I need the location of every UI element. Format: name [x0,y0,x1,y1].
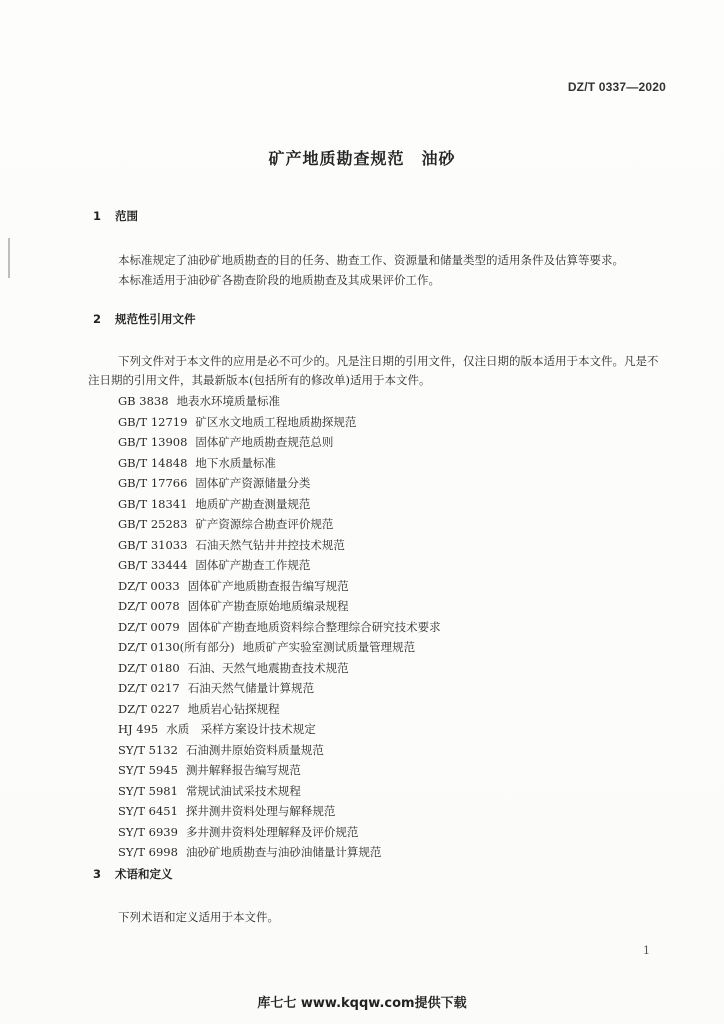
reference-code: DZ/T 0130(所有部分) [118,640,235,654]
reference-code: GB/T 12719 [118,414,188,429]
section-title: 规范性引用文件 [115,312,196,326]
reference-item [118,781,441,802]
reference-code: GB 3838 [118,394,169,408]
reference-title: 地质矿产实验室测试质量管理规范 [242,640,416,654]
reference-title: 测井解释报告编写规范 [185,763,301,777]
reference-item [118,576,441,597]
section-title: 范围 [115,209,138,223]
page-number: 1 [643,944,650,957]
reference-code: SY/T 5981 [118,783,178,798]
reference-item [118,514,441,535]
section-number: 1 [93,209,102,223]
reference-title: 石油天然气储量计算规范 [187,681,315,695]
reference-title: 石油天然气钻井井控技术规范 [195,537,345,552]
reference-code: GB/T 13908 [118,435,188,449]
section-1-heading [93,208,138,224]
reference-code: GB/T 33444 [118,558,188,572]
section-number: 3 [93,867,102,881]
reference-title: 固体矿产勘查原始地质编录规程 [187,599,349,613]
reference-title: 固体矿产地质勘查报告编写规范 [187,578,349,593]
reference-item [118,801,441,822]
reference-title: 矿区水文地质工程地质勘探规范 [195,414,357,429]
reference-item [118,617,441,638]
reference-item [118,596,441,617]
reference-item [118,555,441,576]
reference-item [118,822,441,843]
download-source-footer: 库七七 www.kqqw.com提供下载 [257,996,467,1011]
normative-references-list [118,391,441,863]
standard-code: DZ/T 0337—2020 [567,80,666,94]
reference-item [118,699,441,720]
reference-title: 水质 采样方案设计技术规定 [166,722,316,736]
reference-code: DZ/T 0227 [118,701,180,716]
reference-item [118,678,441,699]
reference-code: SY/T 5132 [118,742,178,757]
reference-code: GB/T 31033 [118,537,188,552]
section-title: 术语和定义 [115,867,173,881]
reference-code: DZ/T 0180 [118,660,180,675]
reference-title: 地表水环境质量标准 [176,394,281,408]
section-3-heading [93,866,173,882]
reference-title: 油砂矿地质勘查与油砂油储量计算规范 [185,845,382,859]
reference-code: SY/T 6939 [118,824,178,839]
reference-code: GB/T 18341 [118,496,188,511]
reference-item [118,658,441,679]
section-1-paragraph-2: 本标准适用于油砂矿各勘查阶段的地质勘查及其成果评价工作。 [118,273,440,287]
reference-item [118,391,441,412]
reference-code: DZ/T 0033 [118,578,180,593]
reference-code: SY/T 6998 [118,845,178,859]
reference-item [118,760,441,781]
reference-item [118,719,441,740]
reference-title: 固体矿产勘查地质资料综合整理综合研究技术要求 [187,619,441,634]
reference-title: 矿产资源综合勘查评价规范 [195,517,334,531]
reference-code: GB/T 25283 [118,517,188,531]
reference-title: 地质矿产勘查测量规范 [195,496,311,511]
reference-title: 固体矿产资源储量分类 [195,476,311,490]
reference-item [118,473,441,494]
reference-title: 石油测井原始资料质量规范 [185,742,324,757]
reference-item [118,412,441,433]
reference-code: HJ 495 [118,722,159,736]
section-3-paragraph-1: 下列术语和定义适用于本文件。 [118,910,279,924]
reference-title: 探井测井资料处理与解释规范 [185,804,336,818]
reference-code: DZ/T 0078 [118,599,180,613]
reference-title: 固体矿产勘查工作规范 [195,558,311,572]
reference-title: 地质岩心钻探规程 [187,701,280,716]
reference-item [118,637,441,658]
reference-item [118,432,441,453]
section-number: 2 [93,312,102,326]
section-2-paragraph-1: 下列文件对于本文件的应用是必不可少的。凡是注日期的引用文件，仅注日期的版本适用于本文件。凡是不注日期的引用文件，其最新版本(包括所有的修改单)适用于本文件。 [88,354,659,387]
reference-code: SY/T 6451 [118,804,178,818]
reference-title: 多井测井资料处理解释及评价规范 [185,824,359,839]
section-2-heading [93,311,196,327]
reference-code: DZ/T 0079 [118,619,180,634]
document-title: 矿产地质勘查规范 油砂 [268,149,456,168]
reference-title: 石油、天然气地震勘查技术规范 [187,660,349,675]
reference-item [118,740,441,761]
reference-code: GB/T 14848 [118,455,188,470]
reference-title: 地下水质量标准 [195,455,276,470]
reference-code: SY/T 5945 [118,763,178,777]
scan-edge-mark [8,238,10,278]
reference-item [118,453,441,474]
reference-item [118,535,441,556]
reference-title: 常规试油试采技术规程 [185,783,301,798]
reference-title: 固体矿产地质勘查规范总则 [195,435,334,449]
reference-item [118,494,441,515]
section-1-paragraph-1: 本标准规定了油砂矿地质勘查的目的任务、勘查工作、资源量和储量类型的适用条件及估算等要求。 [118,253,624,267]
reference-code: GB/T 17766 [118,476,188,490]
reference-item [118,842,441,863]
reference-code: DZ/T 0217 [118,681,180,695]
